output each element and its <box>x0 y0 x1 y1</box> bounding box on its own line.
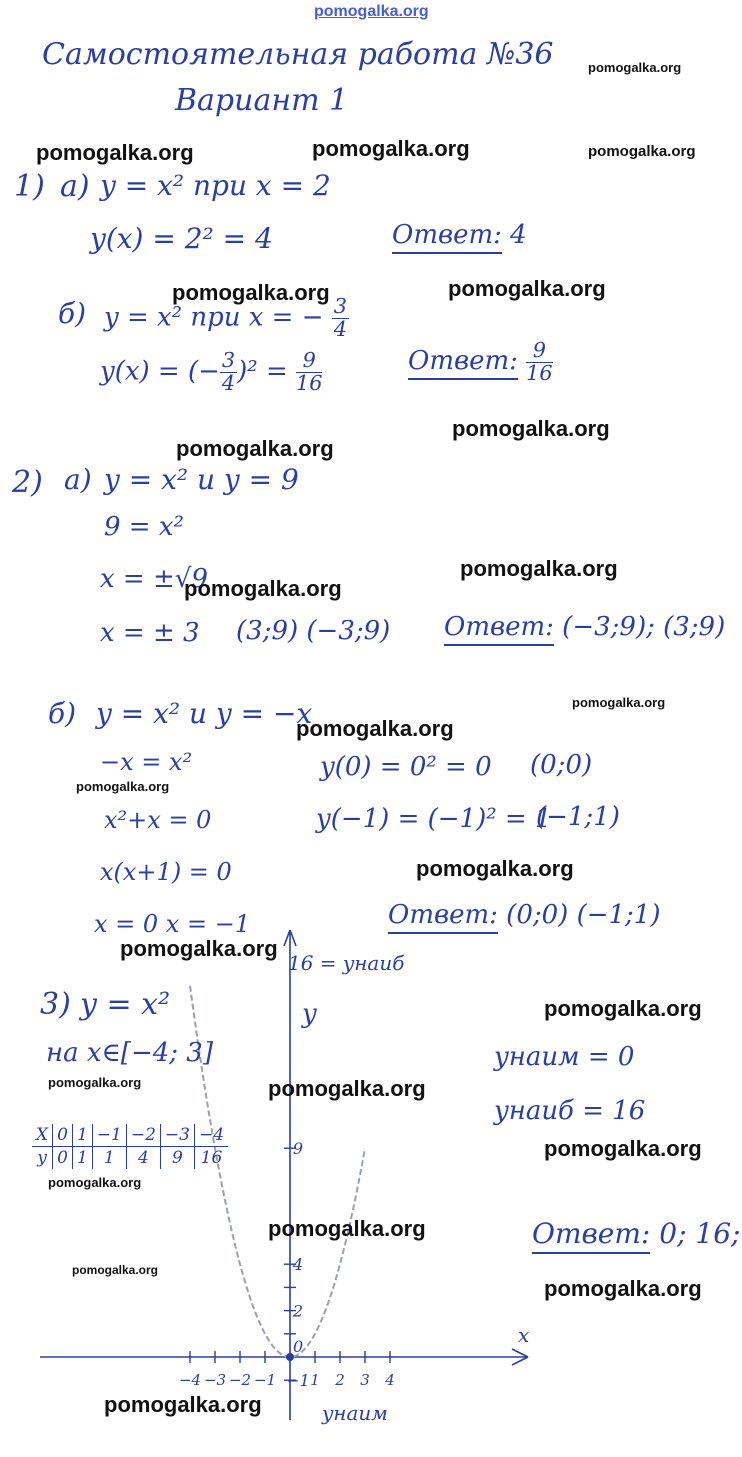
watermark: pomogalka.org <box>104 1392 262 1417</box>
answer-value: 4 <box>510 220 527 250</box>
x-tick-label: 4 <box>385 1371 395 1389</box>
task2a-line2: 9 = x² <box>104 512 184 542</box>
values-table <box>32 1124 228 1169</box>
table-row-y <box>32 1147 228 1170</box>
parabola-curve <box>190 986 365 1357</box>
watermark: pomogalka.org <box>268 1216 426 1241</box>
graph-max-label: 16 = yнаиб <box>288 951 405 975</box>
top-watermark: pomogalka.org <box>314 3 429 20</box>
y-tick-label: 9 <box>292 1139 304 1159</box>
answer-value: 0; 16; <box>659 1217 741 1250</box>
task2b-right2: y(−1) = (−1)² = 1 <box>316 804 552 834</box>
task2a-label: а) <box>64 463 92 496</box>
task2b-point1: (0;0) <box>530 750 593 780</box>
task3-line2: на x∈[−4; 3] <box>46 1038 213 1068</box>
page-title: Самостоятельная работа №36 <box>42 37 554 72</box>
answer-label: Ответ: <box>444 612 554 646</box>
watermark: pomogalka.org <box>172 280 330 305</box>
task1b-line2-text: y(x) = (− <box>100 356 220 387</box>
variant-label: Вариант 1 <box>175 83 349 118</box>
task2b-line1: y = x² и y = −x <box>96 697 313 730</box>
task1a-label: а) <box>60 169 90 204</box>
task2b-point2: (−1;1) <box>536 802 620 832</box>
x-axis-arrow <box>512 1349 528 1357</box>
table-cell: 1 <box>72 1124 92 1147</box>
fraction-denominator: 4 <box>221 370 236 395</box>
table-cell: 9 <box>160 1147 194 1170</box>
watermark: pomogalka.org <box>36 140 194 165</box>
watermark: pomogalka.org <box>48 1075 142 1090</box>
table-cell: 1 <box>72 1147 92 1170</box>
task3-answer <box>532 1217 741 1250</box>
task2b-line3: x²+x = 0 <box>104 806 212 834</box>
task2-number: 2) <box>12 465 43 500</box>
watermark: pomogalka.org <box>572 695 666 710</box>
watermark: pomogalka.org <box>544 1276 702 1301</box>
fraction-numerator: 3 <box>333 294 348 318</box>
y-tick-label: 4 <box>292 1255 304 1275</box>
y-axis-arrow <box>290 930 296 946</box>
y-tick-label: 2 <box>292 1301 304 1321</box>
task1a-line2: y(x) = 2² = 4 <box>90 222 273 255</box>
watermark: pomogalka.org <box>544 1136 702 1161</box>
table-cell: −4 <box>194 1124 228 1147</box>
watermark: pomogalka.org <box>184 576 342 601</box>
table-cell: 0 <box>53 1147 73 1170</box>
answer-value: (0;0) (−1;1) <box>506 900 661 930</box>
task2a-points: (3;9) (−3;9) <box>236 616 391 646</box>
task2b-line2: −x = x² <box>100 748 193 776</box>
x-tick-label: 3 <box>360 1371 370 1389</box>
fraction-denominator: 4 <box>333 316 348 341</box>
watermark: pomogalka.org <box>76 779 170 794</box>
task2a-line3: x = ±√9 <box>100 564 208 594</box>
x-tick-label: 1 <box>310 1371 320 1389</box>
watermark: pomogalka.org <box>120 936 278 961</box>
watermark: pomogalka.org <box>312 136 470 161</box>
answer-label: Ответ: <box>532 1217 650 1254</box>
y-axis-label: y <box>302 999 317 1029</box>
table-cell: 0 <box>53 1124 73 1147</box>
fraction-denominator: 16 <box>296 370 323 395</box>
task1b-line2-text2: )² = <box>237 356 288 387</box>
table-row-x <box>32 1124 228 1147</box>
watermark: pomogalka.org <box>48 1175 142 1190</box>
watermark: pomogalka.org <box>460 556 618 581</box>
watermark: pomogalka.org <box>588 143 696 160</box>
watermark: pomogalka.org <box>452 416 610 441</box>
x-axis-label: x <box>518 1323 530 1347</box>
x-axis-arrow <box>512 1357 528 1365</box>
task2b-right1: y(0) = 0² = 0 <box>320 752 492 782</box>
x-tick-label: −4 <box>178 1371 202 1389</box>
answer-label: Ответ: <box>408 346 518 380</box>
table-cell: −3 <box>160 1124 194 1147</box>
table-cell: −2 <box>126 1124 160 1147</box>
watermark: pomogalka.org <box>176 436 334 461</box>
x-tick-label: −3 <box>203 1371 227 1389</box>
answer-label: Ответ: <box>392 220 502 254</box>
task3-ymax: yнаиб = 16 <box>494 1096 646 1126</box>
task3-line1: y = x² <box>80 987 171 1022</box>
graph-origin-label: 0 <box>293 1337 304 1356</box>
graph-min-label: yнаим <box>322 1401 388 1425</box>
watermark: pomogalka.org <box>416 856 574 881</box>
task1b-line1-text: y = x² при x = − <box>104 302 324 333</box>
watermark: pomogalka.org <box>448 276 606 301</box>
task2a-line1: y = x² и y = 9 <box>104 463 299 496</box>
answer-label: Ответ: <box>388 900 498 934</box>
watermark: pomogalka.org <box>268 1076 426 1101</box>
fraction-numerator: 9 <box>526 340 552 363</box>
task2b-label: б) <box>48 697 77 730</box>
task2a-line4: x = ± 3 <box>100 618 200 648</box>
task2b-line4: x(x+1) = 0 <box>100 858 232 886</box>
task1b-label: б) <box>58 297 87 330</box>
fraction-denominator: 16 <box>526 360 553 385</box>
y-axis-arrow <box>284 930 290 946</box>
watermark: pomogalka.org <box>588 60 682 75</box>
table-header-y: y <box>37 1148 47 1168</box>
table-header-x: X <box>32 1124 53 1147</box>
fraction-numerator: 3 <box>221 348 236 372</box>
watermark: pomogalka.org <box>544 996 702 1021</box>
task1-number: 1) <box>14 169 45 204</box>
x-tick-label: −2 <box>228 1371 252 1389</box>
task3-ymin: yнаим = 0 <box>494 1042 635 1072</box>
y-tick-label: −1 <box>286 1371 310 1391</box>
x-tick-label: 2 <box>335 1371 345 1389</box>
fraction-numerator: 9 <box>296 350 322 373</box>
task1a-line1: y = x² при x = 2 <box>100 169 331 202</box>
task3-number: 3) <box>40 987 71 1022</box>
x-tick-label: −1 <box>253 1371 277 1389</box>
watermark: pomogalka.org <box>296 716 454 741</box>
table-cell: 4 <box>126 1147 160 1170</box>
table-cell: 1 <box>92 1147 126 1170</box>
answer-value: (−3;9); (3;9) <box>562 612 726 642</box>
table-cell: 16 <box>194 1147 228 1170</box>
watermark: pomogalka.org <box>72 1263 159 1277</box>
task2b-line5: x = 0 x = −1 <box>94 910 251 938</box>
table-cell: −1 <box>92 1124 126 1147</box>
